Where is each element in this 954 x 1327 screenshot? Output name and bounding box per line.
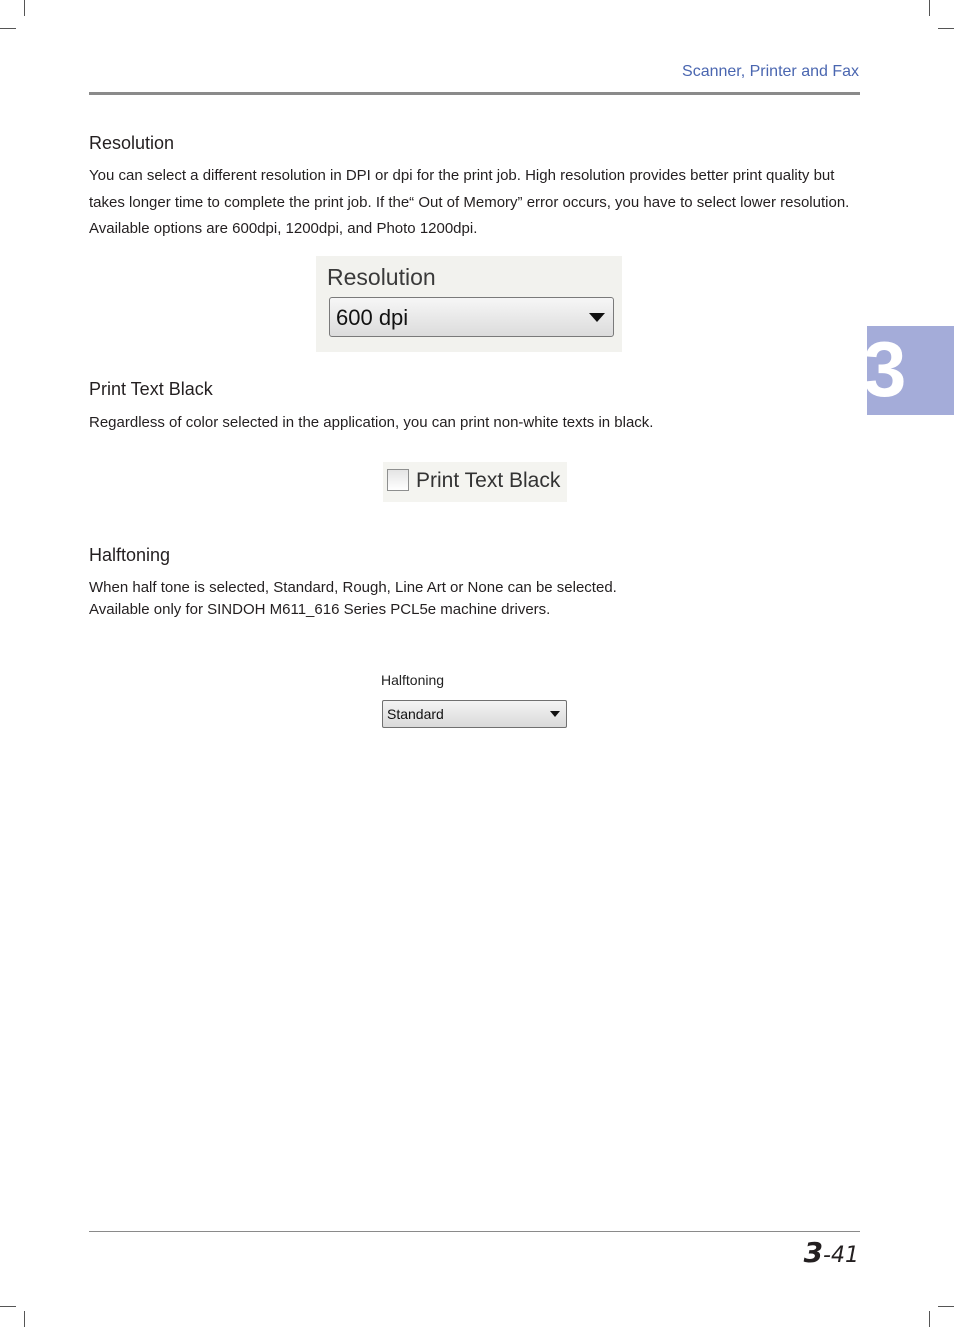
page-number-chapter: 3 <box>803 1236 824 1269</box>
footer-rule <box>89 1231 860 1232</box>
halftoning-dropdown-value: Standard <box>387 706 444 722</box>
page-number <box>804 1236 859 1269</box>
running-header: Scanner, Printer and Fax <box>682 63 859 80</box>
print-text-black-checkbox[interactable] <box>387 469 409 491</box>
resolution-label: Resolution <box>327 264 436 290</box>
halftoning-dropdown[interactable] <box>382 700 567 728</box>
resolution-screenshot <box>316 256 622 352</box>
page-number-page: 41 <box>831 1243 859 1268</box>
section-body-print-text-black: Regardless of color selected in the application, you can print non-white texts in black. <box>89 414 654 431</box>
print-text-black-screenshot <box>383 462 567 502</box>
chevron-down-icon[interactable] <box>550 711 560 717</box>
header-rule <box>89 92 860 95</box>
print-text-black-label: Print Text Black <box>416 469 561 492</box>
halftoning-screenshot <box>377 668 571 732</box>
section-body-halftoning <box>89 575 859 623</box>
page-number-separator: - <box>823 1243 831 1268</box>
resolution-dropdown-value: 600 dpi <box>336 305 409 330</box>
chapter-tab-number: 3 <box>863 325 907 413</box>
halftoning-label: Halftoning <box>381 672 445 688</box>
halftoning-body-line: When half tone is selected, Standard, Rough, Line Art or None can be selected. <box>89 579 617 596</box>
crop-mark <box>929 1311 930 1327</box>
chevron-down-icon[interactable] <box>589 313 605 322</box>
section-title-print-text-black: Print Text Black <box>89 379 213 399</box>
section-title-resolution: Resolution <box>89 133 175 153</box>
crop-mark <box>0 1306 16 1307</box>
crop-mark <box>929 0 930 16</box>
crop-mark <box>24 1311 25 1327</box>
section-title-halftoning: Halftoning <box>89 545 171 565</box>
halftoning-body-line: Available only for SINDOH M611_616 Series PCL5e machine drivers. <box>89 601 551 618</box>
resolution-dropdown[interactable] <box>329 297 614 337</box>
section-body-resolution: You can select a different resolution in DPI or dpi for the print job. High resolution provides better print quality but takes longer time to complete the print job. If the“ Out of Memory” error occurs, you have to select lower resolution. Available options are 600dpi, 1200dpi, and Photo 1200dpi. <box>89 167 850 237</box>
crop-mark <box>0 28 16 29</box>
crop-mark <box>938 28 954 29</box>
crop-mark <box>938 1306 954 1307</box>
crop-mark <box>24 0 25 16</box>
chapter-tab <box>863 325 954 415</box>
